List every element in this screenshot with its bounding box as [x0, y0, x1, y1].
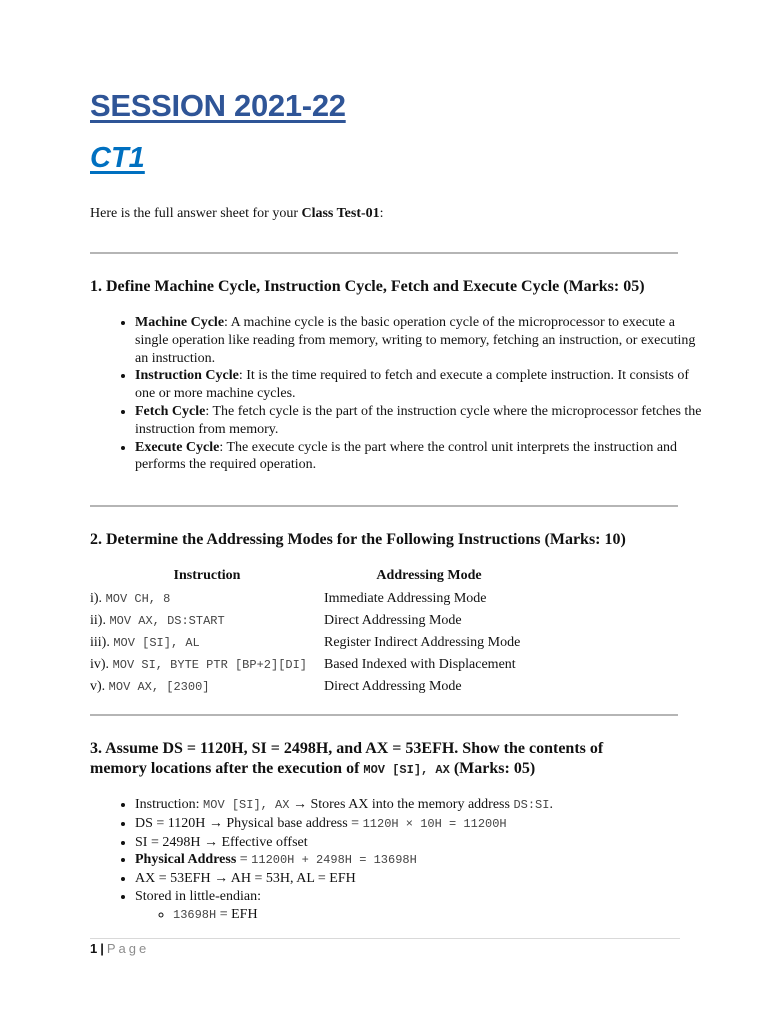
row-num: ii).	[90, 613, 110, 628]
intro-bold: Class Test-01	[301, 206, 380, 221]
row-mode: Direct Addressing Mode	[324, 613, 462, 628]
table-header	[90, 568, 680, 588]
q2-title: 2. Determine the Addressing Modes for the Following Instructions (Marks: 10)	[90, 531, 626, 548]
row-mode: Direct Addressing Mode	[324, 679, 462, 694]
table-row	[90, 632, 680, 654]
header-instruction: Instruction	[173, 568, 241, 583]
q1-title: 1. Define Machine Cycle, Instruction Cycle, Fetch and Execute Cycle (Marks: 05)	[90, 278, 645, 295]
footer-divider	[90, 938, 680, 939]
row-code: MOV [SI], AL	[113, 636, 200, 650]
q1-term: Machine Cycle	[135, 315, 225, 330]
row-num: iv).	[90, 657, 113, 672]
row-mode: Register Indirect Addressing Mode	[324, 635, 521, 650]
q1-def: : The execute cycle is the part where the control unit interprets the instruction and performs the required operation.	[135, 439, 678, 473]
q1-list	[110, 314, 705, 474]
intro-suffix: :	[379, 206, 384, 221]
q3-code: 13698H	[173, 907, 217, 922]
table-row	[90, 610, 680, 632]
q3-title-line2: memory locations after the execution of	[90, 760, 364, 777]
row-code: MOV CH, 8	[105, 592, 171, 606]
divider	[90, 714, 678, 716]
q3-title-suffix: (Marks: 05)	[449, 760, 536, 777]
row-num: v).	[90, 679, 109, 694]
q3-text: → Stores AX into the memory address	[289, 797, 514, 812]
row-num: iii).	[90, 635, 114, 650]
row-num: i).	[90, 591, 106, 606]
addressing-table	[90, 568, 680, 698]
q3-text: = EFH	[216, 906, 258, 922]
q3-text: Instruction:	[135, 797, 204, 812]
table-row	[90, 654, 680, 676]
footer-separator: |	[100, 941, 104, 956]
q3-item	[135, 796, 705, 815]
q3-code: MOV [SI], AX	[203, 798, 290, 812]
q3-list	[110, 796, 705, 925]
q3-item	[135, 870, 705, 888]
q3-bold: Physical Address	[135, 852, 237, 868]
intro-text: Here is the full answer sheet for your	[90, 206, 302, 221]
q1-def: : It is the time required to fetch and execute a complete instruction. It consists of one or more machine cycles.	[135, 368, 690, 402]
session-heading: SESSION 2021-22	[90, 88, 346, 123]
q3-item	[135, 834, 705, 852]
row-code: MOV AX, DS:START	[109, 614, 225, 628]
row-mode: Based Indexed with Displacement	[324, 657, 516, 672]
q3-subitem	[173, 906, 705, 925]
row-code: MOV AX, [2300]	[108, 680, 210, 694]
header-mode: Addressing Mode	[376, 568, 482, 583]
q3-item	[135, 888, 705, 925]
q3-code: DS:SI	[513, 798, 550, 812]
q1-term: Instruction Cycle	[135, 368, 239, 384]
q3-text: .	[549, 797, 553, 812]
q3-code: 1120H × 10H = 11200H	[362, 816, 507, 831]
row-mode: Immediate Addressing Mode	[324, 591, 487, 606]
table-row	[90, 676, 680, 698]
divider	[90, 252, 678, 254]
q1-term: Fetch Cycle	[135, 403, 206, 419]
q3-text: =	[236, 852, 252, 868]
q1-item	[135, 439, 705, 475]
q3-text: DS = 1120H → Physical base address =	[135, 815, 363, 831]
q3-title	[90, 739, 680, 780]
q1-item	[135, 403, 705, 439]
q1-def: : The fetch cycle is the part of the instruction cycle where the microprocessor fetches the instruction from memory.	[135, 403, 702, 437]
q1-item	[135, 314, 705, 367]
q3-item	[135, 815, 705, 834]
q3-text: AX = 53EFH → AH = 53H, AL = EFH	[135, 871, 356, 887]
page-number: 1	[90, 941, 98, 956]
page-label: Page	[106, 941, 150, 956]
q1-term: Execute Cycle	[135, 439, 220, 455]
q3-text: SI = 2498H → Effective offset	[135, 834, 308, 850]
q3-title-code: MOV [SI], AX	[363, 763, 450, 777]
q3-item	[135, 851, 705, 870]
table-row	[90, 588, 680, 610]
q3-sublist	[135, 906, 705, 925]
test-heading: CT1	[90, 142, 145, 174]
divider	[90, 505, 678, 507]
q1-item	[135, 367, 705, 403]
q3-title-line1: 3. Assume DS = 1120H, SI = 2498H, and AX = 53EFH. Show the contents of	[90, 740, 604, 757]
q1-def: : A machine cycle is the basic operation cycle of the microprocessor to execute a single operation like reading from memory, writing to memory, fetching an instruction, or executing an instruction.	[135, 315, 696, 366]
page-footer	[90, 941, 149, 956]
q3-text: Stored in little-endian:	[135, 888, 261, 904]
intro-paragraph	[90, 206, 384, 222]
q3-code: 11200H + 2498H = 13698H	[251, 853, 417, 868]
row-code: MOV SI, BYTE PTR [BP+2][DI]	[112, 658, 307, 672]
